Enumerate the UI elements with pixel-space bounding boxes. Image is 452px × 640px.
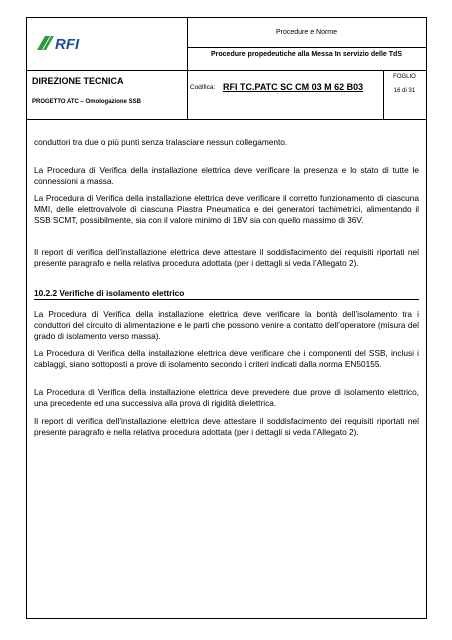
sheet-label: FOGLIO <box>393 74 416 80</box>
logo-cell <box>27 18 188 70</box>
header-top-row <box>27 18 426 71</box>
rfi-logo <box>35 32 87 54</box>
paragraph: Il report di verifica dell’installazione elettrica deve attestare il soddisfacimento dei requisiti riportati nel presente paragrafo e nella relativa procedura adottata (per i dettagli si veda l’Allegato 2). <box>34 416 419 437</box>
section-number: 10.2.2 <box>34 288 58 298</box>
sheet-cell <box>383 70 426 119</box>
sheet-number: 16 di 31 <box>393 88 416 94</box>
code-label: Codifica: <box>190 84 216 91</box>
section-title: Verifiche di isolamento elettrico <box>59 288 185 298</box>
paragraph: La Procedura di Verifica della installazione elettrica deve prevedere due prove di isolamento elettrico, una precedente ed una successiva alla prova di rigidità dielettrica. <box>34 387 419 408</box>
document-page <box>26 17 427 619</box>
paragraph: La Procedura di Verifica della installazione elettrica deve verificare la bontà dell’isolamento tra i conduttori del circuito di alimentazione e le parti che possono venire a contatto dell’operatore (misura del grado di isolamento verso massa). <box>34 309 419 341</box>
procedure-type: Procedure e Norme <box>275 29 338 36</box>
paragraph: Il report di verifica dell’installazione elettrica deve attestare il soddisfacimento dei requisiti riportati nel presente paragrafo e nella relativa procedura adottata (per i dettagli si veda l’Allegato 2). <box>34 247 419 268</box>
code-value: RFI TC.PATC SC CM 03 M 62 B03 <box>223 82 364 92</box>
section-heading <box>34 288 419 300</box>
paragraph: conduttori tra due o più punti senza tralasciare nessun collegamento. <box>34 137 288 147</box>
department-title: DIREZIONE TECNICA <box>32 76 124 86</box>
paragraph: La Procedura di Verifica della installazione elettrica deve verificare il corretto funzionamento di ciascuna MMI, delle elettrovalvole di ciascuna Piastra Pneumatica e dei generatori tachimetrici, alimentando il SSB SCMT, possibilmente, sia con il valore minimo di 18V sia con quello massimo di 36V. <box>34 193 419 225</box>
project-name: PROGETTO ATC – Omologazione SSB <box>32 99 141 105</box>
logo-text: RFI <box>55 36 80 53</box>
department-cell <box>27 70 188 119</box>
header-info-row <box>27 70 426 120</box>
procedure-title: Procedure propedeutiche alla Messa In servizio delle TdS <box>187 47 426 69</box>
code-cell <box>187 70 384 119</box>
paragraph: La Procedura di Verifica della installazione elettrica deve verificare la presenza e lo stato di tutte le connessioni a massa. <box>34 165 419 186</box>
paragraph: La Procedura di Verifica della installazione elettrica deve verificare che i componenti del SSB, inclusi i cablaggi, siano sottoposti a prove di isolamento secondo i criteri indicati dalla norma EN50155. <box>34 348 419 369</box>
